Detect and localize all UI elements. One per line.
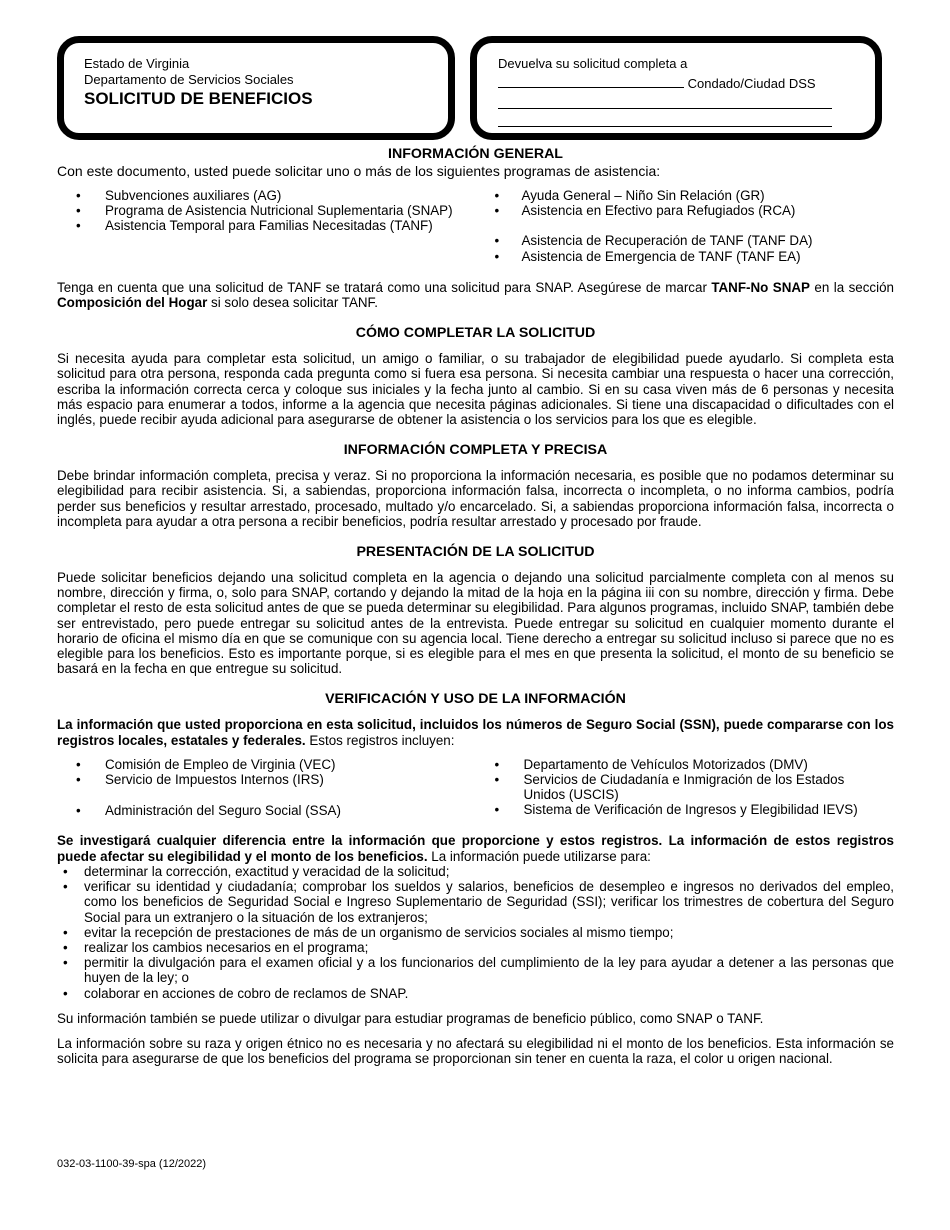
programs-list bbox=[57, 188, 894, 264]
also-used-text: Su información también se puede utilizar o divulgar para estudiar programas de beneficio público, como SNAP o TANF. bbox=[57, 1010, 764, 1026]
general-information-heading: INFORMACIÓN GENERAL bbox=[388, 146, 563, 162]
program-item: • Asistencia de Recuperación de TANF (TANF DA) bbox=[476, 233, 895, 248]
program-item: • Asistencia Temporal para Familias Necesitadas (TANF) bbox=[57, 218, 476, 233]
state-name: Estado de Virginia bbox=[84, 56, 190, 71]
agency-header-box bbox=[57, 36, 455, 140]
submission-heading: PRESENTACIÓN DE LA SOLICITUD bbox=[356, 544, 595, 561]
accurate-information-section bbox=[57, 442, 894, 529]
accurate-information-heading: INFORMACIÓN COMPLETA Y PRECISA bbox=[343, 442, 608, 459]
form-title: SOLICITUD DE BENEFICIOS bbox=[84, 89, 313, 108]
verification-intro: La información que usted proporciona en esta solicitud, incluidos los números de Seguro Social (SSN), puede compararse con los registros locales, estatales y federales. Estos registros incluyen: bbox=[57, 717, 894, 748]
tanf-note: Tenga en cuenta que una solicitud de TANF se tratará como una solicitud para SNAP. Asegúrese de marcar TANF-No SNAP en la sección Composición del Hogar si solo desea solicitar TANF. bbox=[57, 279, 894, 311]
program-item: • Programa de Asistencia Nutricional Suplementaria (SNAP) bbox=[57, 203, 476, 218]
return-address-box bbox=[470, 36, 882, 140]
verification-section bbox=[57, 691, 894, 1066]
use-item: • determinar la corrección, exactitud y veracidad de la solicitud; bbox=[57, 864, 894, 879]
county-dss-label: Condado/Ciudad DSS bbox=[687, 75, 816, 91]
program-item: • Asistencia de Emergencia de TANF (TANF EA) bbox=[476, 249, 895, 264]
use-item: • realizar los cambios necesarios en el programa; bbox=[57, 940, 894, 955]
general-information-section bbox=[57, 146, 894, 310]
use-item: • permitir la divulgación para el examen oficial y a los funcionarios del cumplimiento de la ley para ayudar a detener a las personas que huyen de la ley; o bbox=[57, 955, 894, 985]
address-blank-line-2[interactable] bbox=[498, 109, 832, 127]
return-instruction: Devuelva su solicitud completa a bbox=[498, 56, 688, 71]
use-item: • verificar su identidad y ciudadanía; comprobar los sueldos y salarios, beneficios de desempleo e ingresos no derivados del empleo, como los beneficios de Seguridad Social e Ingreso Suplementario de Seguridad (SSI); verificar los trimestres de cobertura del Seguro Social para un extranjero o la situación de los extranjeros; bbox=[57, 879, 894, 925]
record-item: • Departamento de Vehículos Motorizados (DMV) bbox=[476, 757, 895, 772]
county-blank-line[interactable] bbox=[498, 74, 684, 88]
record-item: • Servicio de Impuestos Internos (IRS) bbox=[57, 772, 476, 787]
use-item: • evitar la recepción de prestaciones de más de un organismo de servicios sociales al mismo tiempo; bbox=[57, 925, 894, 940]
department-name: Departamento de Servicios Sociales bbox=[84, 71, 294, 87]
record-item: • Administración del Seguro Social (SSA) bbox=[57, 803, 476, 818]
differences-notice: Se investigará cualquier diferencia entre la información que proporcione y estos registros. La información de estos registros puede afectar su elegibilidad y el monto de los beneficios. La información puede utilizarse para: bbox=[57, 833, 894, 864]
submission-section bbox=[57, 544, 894, 676]
race-notice: La información sobre su raza y origen étnico no es necesaria y no afectará su elegibilidad ni el monto de los beneficios. Esta información se solicita para asegurarse de que los beneficios del programa se proporcionan sin tener en cuenta la raza, el color u origen nacional. bbox=[57, 1035, 894, 1067]
how-to-complete-text: Si necesita ayuda para completar esta solicitud, un amigo o familiar, o su trabajador de elegibilidad puede ayudarlo. Si completa esta solicitud para otra persona, responda cada pregunta como si fuera esa persona. Si necesita cambiar una respuesta o hacer una corrección, escriba la información correcta cerca y coloque sus iniciales y la fecha junto al cambio. Si en su casa viven más de 6 personas y necesita más espacio para enumerar a todos, informe a la agencia que necesita páginas adicionales. Si tiene una discapacidad o dificultades con el inglés, puede recibir ayuda adicional para asegurarse de obtener la asistencia o los servicios para los que es elegible. bbox=[57, 351, 894, 428]
accurate-information-text: Debe brindar información completa, precisa y veraz. Si no proporciona la información necesaria, es posible que no podamos determinar su elegibilidad para recibir asistencia. Si, a sabiendas, proporciona información falsa, incorrecta o incompleta, o no informa cambios, podría perder sus beneficios y resultar arrestado, procesado, multado y/o encarcelado. Si, a sabiendas proporciona información falsa, incorrecta o incompleta para ayudar a otra persona a recibir beneficios, podría resultar arrestado y procesado por fraude. bbox=[57, 468, 894, 529]
submission-text: Puede solicitar beneficios dejando una solicitud completa en la agencia o dejando una solicitud parcialmente completa con al menos su nombre, dirección y firma, o, solo para SNAP, cortando y dejando la mitad de la hoja en la página iii con su nombre, dirección y firma. Debe completar el resto de esta solicitud antes de que se pueda determinar su elegibilidad. Para algunos programas, incluido SNAP, también debe ser entrevistado, pero puede entregar su solicitud antes de la entrevista. Puede entregar su solicitud en cualquier momento durante el horario de oficina el mismo día en que se comunique con su agencia local. Tiene derecho a entregar su solicitud incluso si parece que no es elegible para los beneficios. Esto es importante porque, si es elegible para el mes en que presenta la solicitud, el monto de su beneficio se basará en la fecha en que entregue su solicitud. bbox=[57, 570, 894, 677]
program-item: • Subvenciones auxiliares (AG) bbox=[57, 188, 476, 203]
use-item: • colaborar en acciones de cobro de reclamos de SNAP. bbox=[57, 986, 894, 1001]
record-item: • Sistema de Verificación de Ingresos y Elegibilidad IEVS) bbox=[476, 802, 895, 817]
general-intro: Con este documento, usted puede solicitar uno o más de los siguientes programas de asistencia: bbox=[57, 163, 661, 179]
form-code: 032-03-1100-39-spa (12/2022) bbox=[57, 1158, 207, 1170]
records-list bbox=[57, 757, 894, 819]
verification-heading: VERIFICACIÓN Y USO DE LA INFORMACIÓN bbox=[325, 691, 626, 708]
information-uses-list bbox=[57, 864, 894, 1001]
how-to-complete-section bbox=[57, 325, 894, 427]
record-item: • Servicios de Ciudadanía e Inmigración de los Estados Unidos (USCIS) bbox=[476, 772, 895, 802]
how-to-complete-heading: CÓMO COMPLETAR LA SOLICITUD bbox=[355, 325, 596, 342]
program-item: • Ayuda General – Niño Sin Relación (GR) bbox=[476, 188, 895, 203]
program-item: • Asistencia en Efectivo para Refugiados (RCA) bbox=[476, 203, 895, 218]
address-blank-line-1[interactable] bbox=[498, 91, 832, 109]
record-item: • Comisión de Empleo de Virginia (VEC) bbox=[57, 757, 476, 772]
form-content bbox=[57, 146, 894, 1066]
